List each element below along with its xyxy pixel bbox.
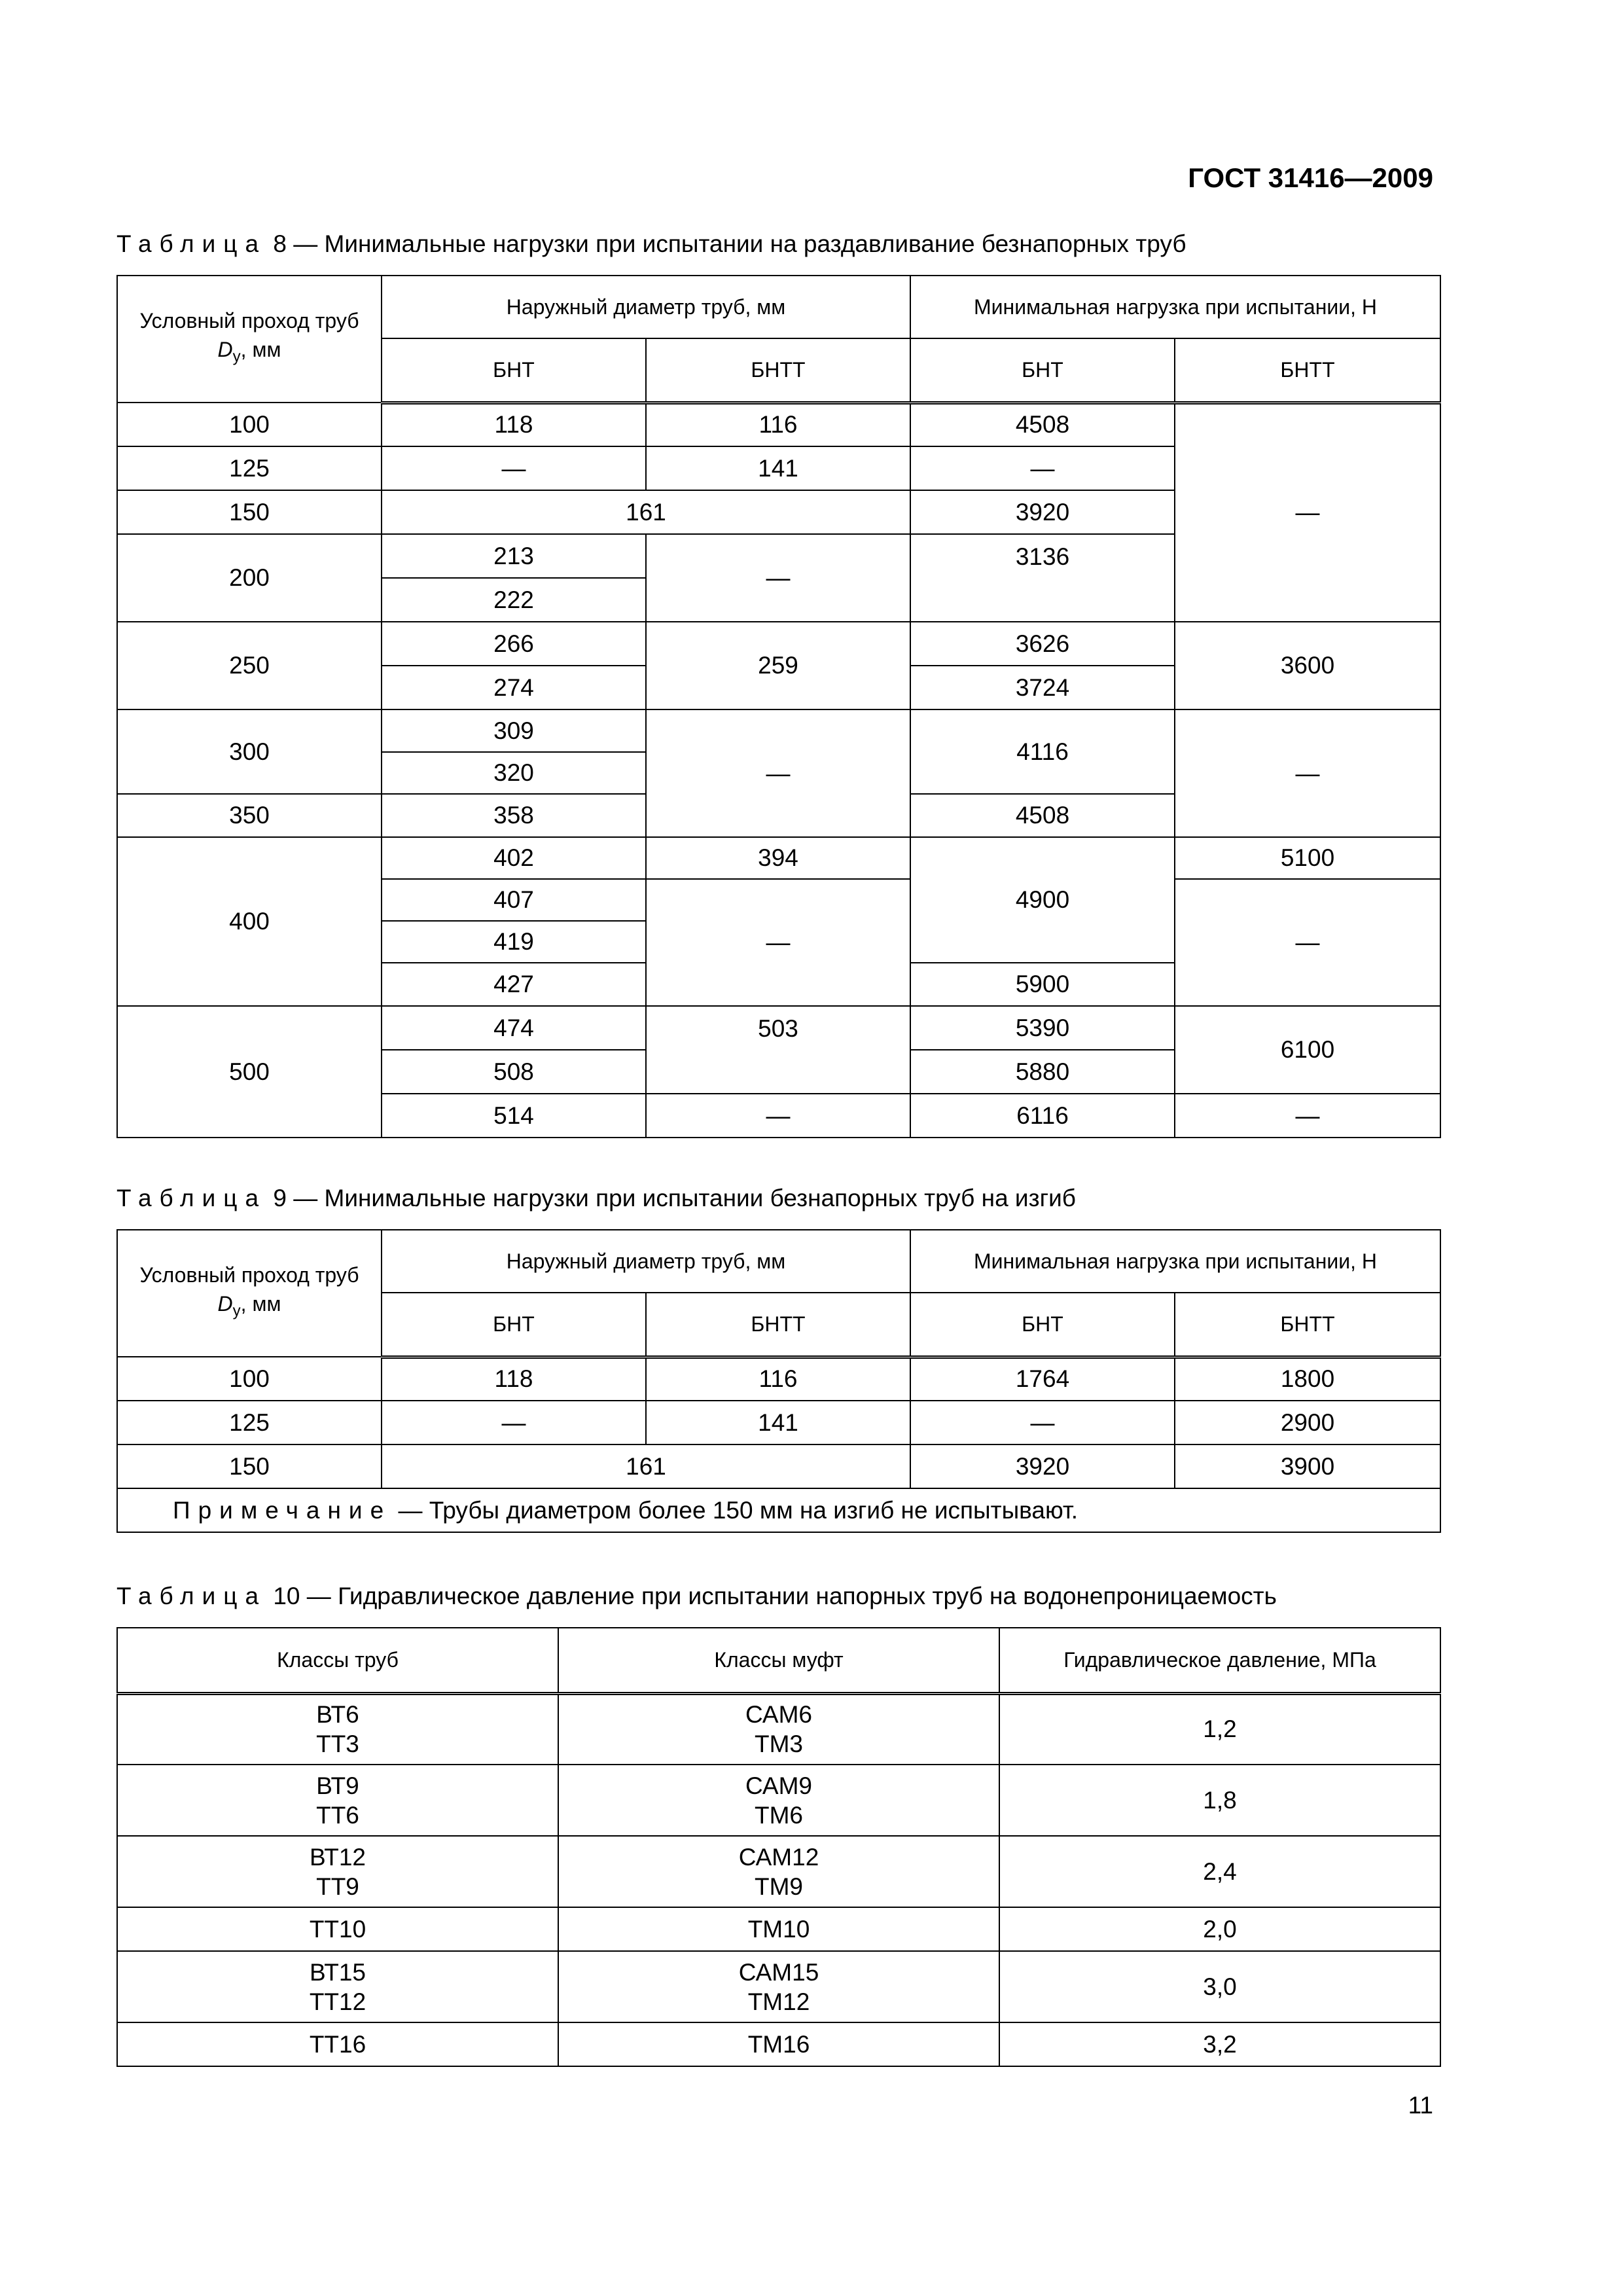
cell: 320 xyxy=(382,752,646,794)
cell: — xyxy=(646,709,910,837)
table8-header-load: Минимальная нагрузка при испытании, Н xyxy=(910,276,1440,338)
table10-header-coupling-classes: Классы муфт xyxy=(558,1628,999,1693)
cell: 4508 xyxy=(910,794,1175,837)
cell: 474 xyxy=(382,1006,646,1050)
cell: 2,4 xyxy=(999,1836,1440,1907)
cell: — xyxy=(646,879,910,1006)
table-row xyxy=(117,1693,1440,1765)
cell: 4116 xyxy=(910,709,1175,794)
table10 xyxy=(116,1627,1441,2067)
table8-header-bntt: БНТТ xyxy=(1175,338,1440,403)
table10-header-pipe-classes: Классы труб xyxy=(117,1628,558,1693)
cell: 503 xyxy=(646,1006,910,1094)
cell: 100 xyxy=(117,1357,382,1401)
cell: 213 xyxy=(382,534,646,578)
cell: ТТ16 xyxy=(117,2022,558,2066)
cell: 5880 xyxy=(910,1050,1175,1094)
table-row xyxy=(117,1006,1440,1050)
table-row xyxy=(117,1765,1440,1836)
table-row xyxy=(117,1951,1440,2022)
table9-header-bnt: БНТ xyxy=(382,1293,646,1357)
cell: 358 xyxy=(382,794,646,837)
cell: 508 xyxy=(382,1050,646,1094)
cell: ВТ9 ТТ6 xyxy=(117,1765,558,1836)
cell: 400 xyxy=(117,837,382,1006)
cell: 3136 xyxy=(910,534,1175,622)
cell: 1,8 xyxy=(999,1765,1440,1836)
cell: 3,0 xyxy=(999,1951,1440,2022)
cell: САМ9 ТМ6 xyxy=(558,1765,999,1836)
cell: — xyxy=(382,1401,646,1444)
cell: 259 xyxy=(646,622,910,709)
table-row xyxy=(117,2022,1440,2066)
cell: САМ6 ТМ3 xyxy=(558,1693,999,1765)
cell: 6116 xyxy=(910,1094,1175,1138)
cell: 4508 xyxy=(910,403,1175,446)
table9-caption: Таблица 9 — Минимальные нагрузки при испытании безнапорных труб на изгиб xyxy=(116,1185,1076,1211)
cell: 150 xyxy=(117,490,382,534)
table-row xyxy=(117,837,1440,879)
table9-header-bnt: БНТ xyxy=(910,1293,1175,1357)
cell: 125 xyxy=(117,446,382,490)
cell: 3920 xyxy=(910,490,1175,534)
cell: 3724 xyxy=(910,666,1175,709)
cell: ВТ6 ТТ3 xyxy=(117,1693,558,1765)
cell: САМ12 ТМ9 xyxy=(558,1836,999,1907)
cell: — xyxy=(910,446,1175,490)
cell: 116 xyxy=(646,403,910,446)
table8-header-bnt: БНТ xyxy=(910,338,1175,403)
cell: — xyxy=(1175,403,1440,622)
cell: 309 xyxy=(382,709,646,752)
table9-note-row xyxy=(117,1488,1440,1532)
cell: ТТ10 xyxy=(117,1907,558,1951)
document-standard-number: ГОСТ 31416—2009 xyxy=(1188,162,1433,193)
table-row xyxy=(117,622,1440,666)
table8 xyxy=(116,275,1441,1138)
cell: 3,2 xyxy=(999,2022,1440,2066)
page-number: 11 xyxy=(1408,2092,1433,2119)
table-row xyxy=(117,403,1440,446)
cell: ТМ10 xyxy=(558,1907,999,1951)
cell: 200 xyxy=(117,534,382,622)
cell: 5390 xyxy=(910,1006,1175,1050)
cell: 3626 xyxy=(910,622,1175,666)
cell: 419 xyxy=(382,921,646,963)
table8-header-bnt: БНТ xyxy=(382,338,646,403)
cell: 222 xyxy=(382,578,646,622)
table8-caption: Таблица 8 — Минимальные нагрузки при испытании на раздавливание безнапорных труб xyxy=(116,230,1186,257)
cell: 500 xyxy=(117,1006,382,1138)
cell: 141 xyxy=(646,1401,910,1444)
cell: 161 xyxy=(382,1444,910,1488)
table9-header-bntt: БНТТ xyxy=(1175,1293,1440,1357)
cell: 274 xyxy=(382,666,646,709)
table-row xyxy=(117,709,1440,752)
table8-header-dy: Условный проход труб $D_у$, мм xyxy=(117,276,382,403)
cell: 514 xyxy=(382,1094,646,1138)
cell: 3600 xyxy=(1175,622,1440,709)
cell: 141 xyxy=(646,446,910,490)
table9-header-diameter: Наружный диаметр труб, мм xyxy=(382,1230,910,1293)
table-row xyxy=(117,1401,1440,1444)
table8-header-bntt: БНТТ xyxy=(646,338,910,403)
cell: 118 xyxy=(382,1357,646,1401)
table-row xyxy=(117,1444,1440,1488)
cell: 250 xyxy=(117,622,382,709)
cell: — xyxy=(646,534,910,622)
cell: 116 xyxy=(646,1357,910,1401)
cell: — xyxy=(646,1094,910,1138)
table8-header-diameter: Наружный диаметр труб, мм xyxy=(382,276,910,338)
table9 xyxy=(116,1229,1441,1533)
cell: 6100 xyxy=(1175,1006,1440,1094)
cell: — xyxy=(910,1401,1175,1444)
cell: 402 xyxy=(382,837,646,879)
table10-header-pressure: Гидравлическое давление, МПа xyxy=(999,1628,1440,1693)
cell: 1764 xyxy=(910,1357,1175,1401)
cell: ТМ16 xyxy=(558,2022,999,2066)
cell: 3900 xyxy=(1175,1444,1440,1488)
table9-header-load: Минимальная нагрузка при испытании, Н xyxy=(910,1230,1440,1293)
cell: — xyxy=(1175,879,1440,1006)
cell: ВТ12 ТТ9 xyxy=(117,1836,558,1907)
cell: 100 xyxy=(117,403,382,446)
cell: 2,0 xyxy=(999,1907,1440,1951)
cell: 407 xyxy=(382,879,646,921)
table-row xyxy=(117,1836,1440,1907)
cell: 266 xyxy=(382,622,646,666)
table-row xyxy=(117,1357,1440,1401)
cell: — xyxy=(382,446,646,490)
table9-note: Примечание — Трубы диаметром более 150 мм на изгиб не испытывают. xyxy=(117,1488,1440,1532)
table10-caption: Таблица 10 — Гидравлическое давление при испытании напорных труб на водонепроницаемость xyxy=(116,1583,1277,1609)
cell: 427 xyxy=(382,963,646,1006)
cell: 2900 xyxy=(1175,1401,1440,1444)
cell: 1800 xyxy=(1175,1357,1440,1401)
cell: САМ15 ТМ12 xyxy=(558,1951,999,2022)
cell: 150 xyxy=(117,1444,382,1488)
cell: 161 xyxy=(382,490,910,534)
cell: 125 xyxy=(117,1401,382,1444)
cell: 118 xyxy=(382,403,646,446)
table9-header-dy: Условный проход труб $D_у$, мм xyxy=(117,1230,382,1357)
cell: 350 xyxy=(117,794,382,837)
cell: 5100 xyxy=(1175,837,1440,879)
cell: 394 xyxy=(646,837,910,879)
cell: — xyxy=(1175,709,1440,837)
cell: 4900 xyxy=(910,837,1175,963)
cell: — xyxy=(1175,1094,1440,1138)
table-row xyxy=(117,1907,1440,1951)
cell: 5900 xyxy=(910,963,1175,1006)
cell: ВТ15 ТТ12 xyxy=(117,1951,558,2022)
table9-header-bntt: БНТТ xyxy=(646,1293,910,1357)
cell: 3920 xyxy=(910,1444,1175,1488)
cell: 1,2 xyxy=(999,1693,1440,1765)
cell: 300 xyxy=(117,709,382,794)
